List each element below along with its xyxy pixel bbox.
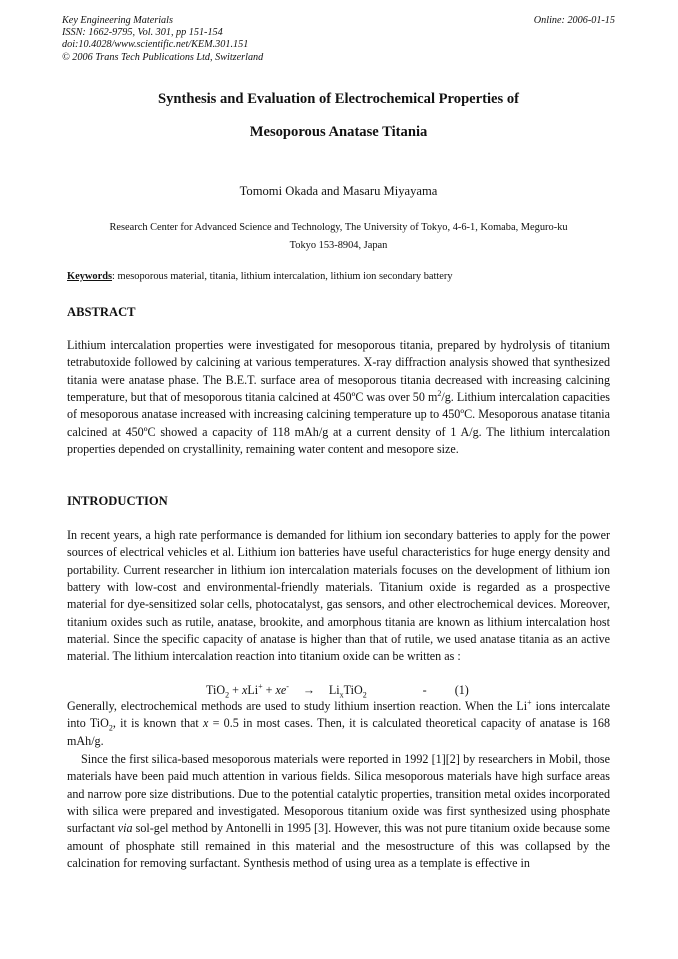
eq-arrow: → [302,683,315,697]
eq-plus-1: + [229,683,242,697]
intro-p2-text-a: Generally, electrochemical methods are used to study lithium insertion reaction. When the Li [67,699,528,713]
doi-line: doi:10.4028/www.scientific.net/KEM.301.151 [62,39,249,51]
abstract-text-2: /g. Lithium intercalation capacities of mesoporous anatase increased with increasing calcining temperature up to 450ºC. Mesoporous anatase titania calcined at 450ºC showed a capacity of 118 mAh/g at a current density of 1 A/g. The lithium intercalation properties depended on crystallinity, remaining water content and mesopore size. [67,390,610,457]
intro-p2-sub: 2 [108,723,113,733]
abstract-heading: ABSTRACT [67,305,136,319]
equation-1 [206,682,526,699]
eq-sub-2b: 2 [362,690,367,700]
keywords [67,271,617,282]
keywords-separator: : [112,271,118,282]
intro-p3-text-a: Since the first silica-based mesoporous materials were reported in 1992 [1][2] by researchers in Mobil, those materials have been paid much attention in various fields. Silica mesoporous materials have high surface areas and narrow pore size distributions. Due to the potential catalytic properties, transition metal oxides incorporated with silica were prepared and investigated. Mesoporous titanium oxide was first synthesized using phosphate surfactant [67,752,610,836]
issn-line: ISSN: 1662-9795, Vol. 301, pp 151-154 [62,27,223,39]
online-date: Online: 2006-01-15 [533,15,615,26]
abstract-superscript: 2 [437,389,442,398]
affiliation-line-2: Tokyo 153-8904, Japan [289,240,388,251]
eq-x-2: x [275,683,281,697]
eq-sub-x: x [339,690,344,700]
eq-electron: e [280,683,287,697]
intro-p3-via: via [117,821,133,836]
eq-tio-2: TiO [343,683,363,697]
intro-p2-text-b: ions intercalate into TiO [67,699,610,731]
intro-p2-sup: + [527,697,532,707]
eq-dash: - [422,683,427,697]
keywords-text: mesoporous material, titania, lithium intercalation, lithium ion secondary battery [117,271,453,282]
eq-x-1: x [241,683,248,697]
eq-sub-2: 2 [225,690,230,700]
journal-name: Key Engineering Materials [62,15,173,26]
eq-plus-2: + [262,683,276,697]
eq-li: Li [247,683,259,697]
intro-p2-text-c: , it is known that [112,716,203,731]
eq-sup-plus: + [258,681,263,691]
eq-tio: TiO [206,683,226,697]
introduction-heading: INTRODUCTION [67,494,168,508]
abstract-text-1: Lithium intercalation properties were investigated for mesoporous titania, prepared by hydrolysis of titanium tetrabutoxide followed by calcining at various temperatures. X-ray diffraction analysis showed that synthesized titania were anatase phase. The B.E.T. surface area of mesoporous titania decreased with increasing calcining temperature, but that of mesoporous titania calcined at 450ºC was over 50 m [67,338,610,405]
eq-sup-minus: - [286,681,289,691]
eq-li-x: Li [328,683,340,697]
introduction-paragraph-1: In recent years, a high rate performance is demanded for lithium ion secondary batteries to apply for the power sources of electrical vehicles et al. Lithium ion batteries have useful characteristics for huge energy density and portability. Current researcher in lithium ion intercalation materials focuses on the development of lithium ion battery with low-cost and environmental-friendly materials. Titanium oxide is regarded as a prospective material for dye-sensitized solar cells, photocatalyst, gas sensors, and other electrochemical devices. Moreover, titanium oxides such as rutile, anatase, brookite, and amorphous titania are known as lithium intercalation host material. Since the specific capacity of anatase is higher than that of rutile, we used anatase titania as an active material. The lithium intercalation reaction into titanium oxide can be written as : [67,528,610,664]
introduction-paragraph-3 [67,751,610,872]
intro-p3-text-b: sol-gel method by Antonelli in 1995 [3]. However, this was not pure titanium oxide because some amount of phosphate still remained in this material and the mesostructure of this was collapsed by the calcination for removing surfactant. Synthesis method of using urea as a template is effective in [67,821,610,871]
introduction-paragraph-2 [67,698,610,750]
paper-title-line-1: Synthesis and Evaluation of Electrochemical Properties of [157,91,520,107]
abstract-paragraph [67,337,610,458]
affiliation [62,219,615,255]
intro-p2-text-d: = 0.5 in most cases. Then, it is calculated theoretical capacity of anatase is 168 mAh/g. [67,716,610,748]
journal-header [62,15,615,64]
paper-title-line-2: Mesoporous Anatase Titania [249,124,428,140]
intro-p2-x: x [202,716,209,731]
authors: Tomomi Okada and Masaru Miyayama [239,184,438,198]
affiliation-line-1: Research Center for Advanced Science and Technology, The University of Tokyo, 4-6-1, Komaba, Meguro-ku [109,222,568,233]
eq-number: (1) [454,683,469,697]
keywords-label: Keywords [67,271,113,282]
copyright-line: © 2006 Trans Tech Publications Ltd, Switzerland [62,51,264,63]
